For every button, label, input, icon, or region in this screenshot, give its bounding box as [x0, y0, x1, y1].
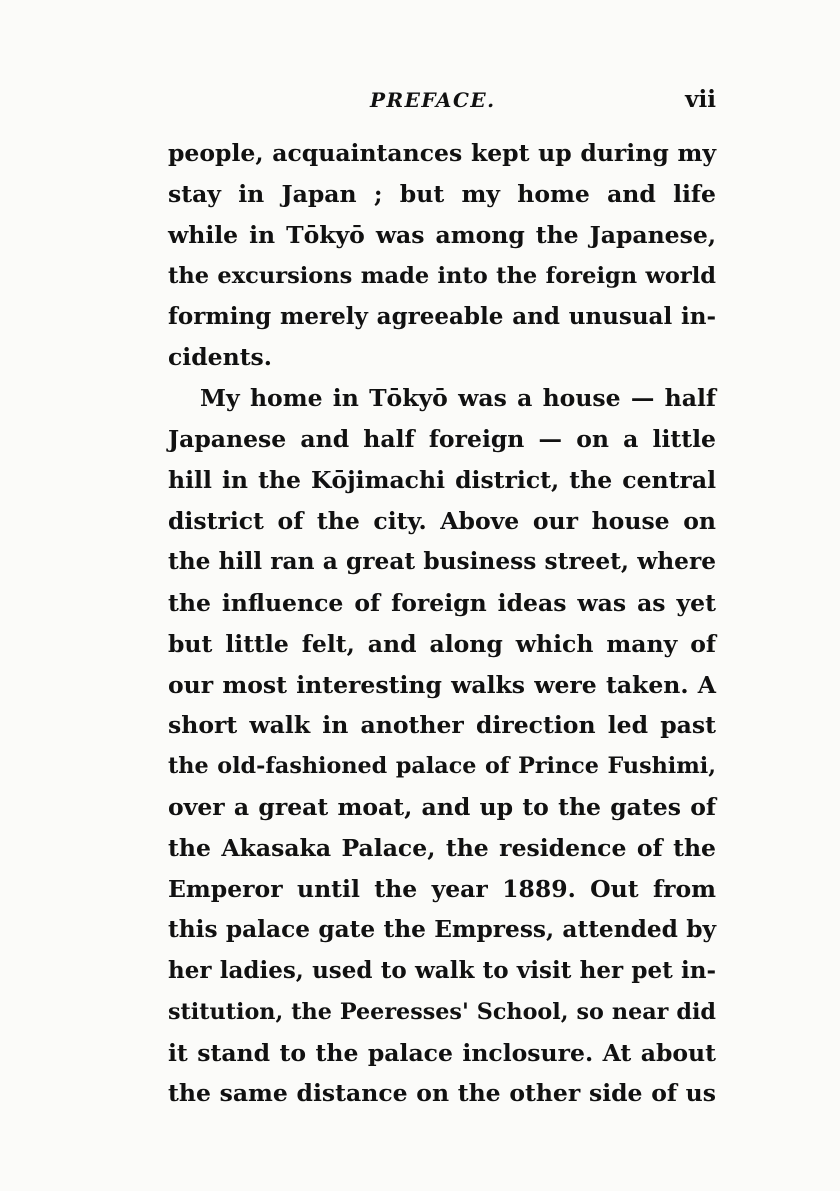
text-line: My home in Tōkyō was a house — half: [200, 384, 716, 413]
text-line: but little felt, and along which many of: [168, 629, 716, 658]
paragraph-1: [168, 133, 716, 378]
text-line: stay in Japan ; but my home and life: [168, 179, 716, 208]
running-head: PREFACE.: [370, 88, 496, 112]
text-line: the hill ran a great business street, where: [168, 547, 716, 575]
text-line: people, acquaintances kept up during my: [168, 139, 716, 167]
text-line: this palace gate the Empress, attended by: [168, 915, 716, 943]
text-line: hill in the Kōjimachi district, the central: [168, 466, 716, 495]
text-line: while in Tōkyō was among the Japanese,: [168, 220, 716, 249]
text-line: Japanese and half foreign — on a little: [168, 425, 716, 454]
text-line: her ladies, used to walk to visit her pet in-: [168, 956, 716, 984]
text-line: over a great moat, and up to the gates of: [168, 793, 716, 822]
text-line: the Akasaka Palace, the residence of the: [168, 834, 716, 863]
text-line: Emperor until the year 1889. Out from: [168, 875, 716, 904]
text-line: forming merely agreeable and unusual in-: [168, 302, 716, 330]
text-line: short walk in another direction led past: [168, 711, 716, 740]
text-line: district of the city. Above our house on: [168, 507, 716, 536]
body-text: [168, 133, 716, 1114]
text-line: the excursions made into the foreign world: [168, 262, 716, 289]
page-number: vii: [685, 86, 716, 113]
paragraph-2: [168, 378, 716, 1114]
text-line: stitution, the Peeresses' School, so near did: [168, 998, 716, 1025]
text-line: it stand to the palace inclosure. At about: [168, 1038, 716, 1067]
text-line: the influence of foreign ideas was as yet: [168, 588, 716, 617]
text-line: the same distance on the other side of us: [168, 1079, 716, 1108]
text-line: cidents.: [168, 343, 272, 372]
text-line: the old-fashioned palace of Prince Fushimi,: [168, 753, 716, 780]
page-header: [168, 88, 716, 118]
text-line: our most interesting walks were taken. A: [168, 670, 716, 699]
